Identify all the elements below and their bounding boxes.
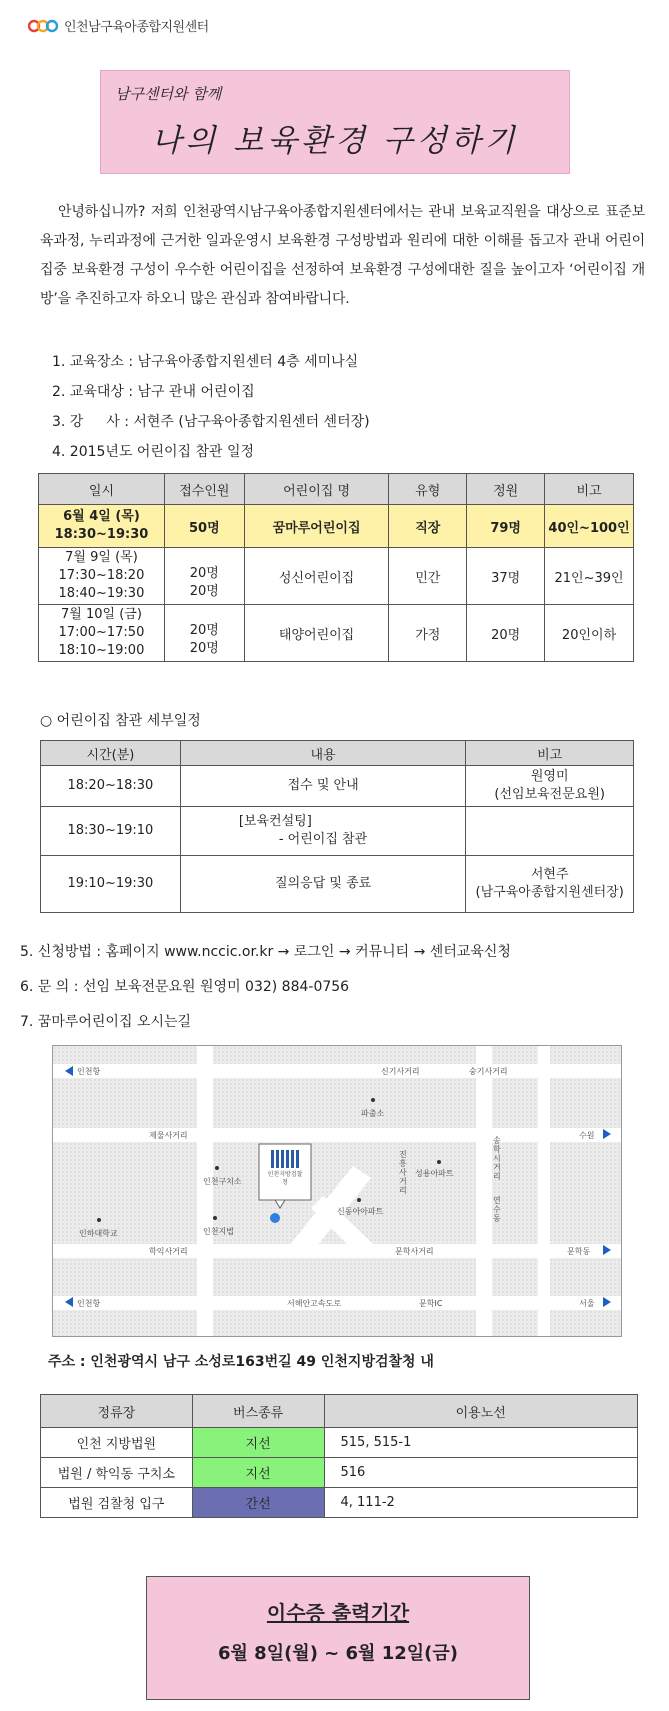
table-row — [41, 1488, 638, 1518]
note-cell: 21인~39인 — [545, 548, 634, 605]
count-text: 20명 — [189, 584, 219, 599]
name-cell: 꿈마루어린이집 — [244, 505, 389, 548]
header-kind: 버스종류 — [192, 1395, 324, 1428]
table-row — [41, 856, 634, 913]
certificate-box — [146, 1576, 530, 1700]
map-label: 신동아아파트 — [337, 1207, 384, 1216]
date-text: 7월 9일 (목) — [65, 550, 138, 565]
header-capacity: 정원 — [467, 474, 545, 505]
header-note: 비고 — [466, 741, 634, 766]
map-label: 문학동 — [567, 1247, 591, 1256]
title-subtitle: 남구센터와 함께 — [115, 85, 222, 103]
note-cell — [466, 766, 634, 807]
map-poi-dot — [215, 1166, 219, 1170]
capacity-cell: 37명 — [467, 548, 545, 605]
map-label: 숭기사거리 — [469, 1067, 508, 1076]
routes-cell: 516 — [324, 1458, 638, 1488]
map-label: 제물사거리 — [149, 1131, 188, 1140]
capacity-cell: 20명 — [467, 605, 545, 662]
date-cell — [39, 505, 165, 548]
schedule-table — [38, 473, 634, 662]
table-row — [39, 605, 634, 662]
map-label: 송학시거리 — [493, 1136, 501, 1181]
header-type: 유형 — [389, 474, 467, 505]
note-cell — [466, 807, 634, 856]
header-stop: 정류장 — [41, 1395, 193, 1428]
table-row — [41, 766, 634, 807]
bus-kind-cell: 간선 — [192, 1488, 324, 1518]
header-content: 내용 — [180, 741, 466, 766]
info-item: 3. 강 사 : 서현주 (남구육아종합지원센터 센터장) — [52, 414, 370, 430]
time-text: 18:30~19:30 — [54, 527, 149, 542]
note-text: (선임보육전문요원) — [494, 787, 605, 802]
time-text: 17:30~18:20 — [58, 568, 145, 583]
page-title: 나의 보육환경 구성하기 — [151, 123, 519, 159]
info-item: 7. 꿈마루어린이집 오시는길 — [20, 1014, 192, 1030]
info-item: 2. 교육대상 : 남구 관내 어린이집 — [52, 384, 255, 400]
table-row — [41, 1458, 638, 1488]
bus-table — [40, 1394, 638, 1518]
date-cell — [39, 548, 165, 605]
info-item: 1. 교육장소 : 남구육아종합지원센터 4층 세미나실 — [52, 354, 359, 370]
logo-mark-icon — [28, 15, 58, 35]
info-list-2 — [20, 935, 511, 1040]
title-banner — [100, 70, 570, 174]
name-cell: 성신어린이집 — [244, 548, 389, 605]
map-label: 학익사거리 — [149, 1247, 188, 1256]
time-text: 17:00~17:50 — [58, 625, 145, 640]
bus-kind-cell: 지선 — [192, 1458, 324, 1488]
table-header-row — [41, 741, 634, 766]
header-count: 접수인원 — [164, 474, 244, 505]
content-text: - 어린이집 참관 — [278, 832, 368, 847]
map-poi-dot — [357, 1198, 361, 1202]
count-text: 20명 — [189, 623, 219, 638]
note-cell: 40인~100인 — [545, 505, 634, 548]
table-header-row — [39, 474, 634, 505]
info-item: 5. 신청방법 : 홈페이지 www.nccic.or.kr → 로그인 → 커뮤니티 → 센터교육신청 — [20, 944, 511, 960]
note-text: 원영미 — [530, 769, 569, 784]
intro-paragraph: 안녕하십니까? 저희 인천광역시남구육아종합지원센터에서는 관내 보육교직원을 대상으로 표준보육과정, 누리과정에 근거한 일과운영시 보육환경 구성방법과 원리에 대한 이해를 돕고자 관내 어린이집중 보육환경 구성이 우수한 어린이집을 선정하여 보육환경 구성에대한 질을 높이고자 ‘어린이집 개방’을 추진하고자 하오니 많은 관심과 참여바랍니다. — [40, 204, 645, 307]
date-text: 6월 4일 (목) — [63, 509, 140, 524]
stop-cell: 인천 지방법원 — [41, 1428, 193, 1458]
map-label: 서울 — [579, 1299, 595, 1308]
table-row — [41, 1428, 638, 1458]
count-cell — [164, 605, 244, 662]
map-label: 인천지법 — [203, 1227, 234, 1236]
map-poi-dot — [371, 1098, 375, 1102]
logo-text: 인천남구육아종합지원센터 — [64, 19, 209, 35]
type-cell: 가정 — [389, 605, 467, 662]
location-map[interactable] — [52, 1045, 622, 1337]
certificate-title: 이수증 출력기간 — [266, 1601, 410, 1625]
table-row — [39, 548, 634, 605]
type-cell: 민간 — [389, 548, 467, 605]
time-text: 18:10~19:00 — [58, 643, 145, 658]
info-item: 4. 2015년도 어린이집 참관 일정 — [52, 444, 255, 460]
map-label: 성용아파트 — [415, 1169, 454, 1178]
table-row — [41, 807, 634, 856]
map-label: 문학IC — [419, 1299, 443, 1308]
map-label: 인천지방검찰청 — [267, 1171, 303, 1186]
count-text: 20명 — [189, 641, 219, 656]
routes-cell: 4, 111-2 — [324, 1488, 638, 1518]
header-routes: 이용노선 — [324, 1395, 638, 1428]
center-logo — [28, 14, 209, 36]
time-cell: 18:30~19:10 — [41, 807, 181, 856]
header-note: 비고 — [545, 474, 634, 505]
table-row — [39, 505, 634, 548]
time-cell: 19:10~19:30 — [41, 856, 181, 913]
content-cell — [180, 807, 466, 856]
map-label: 연수동 — [493, 1196, 501, 1223]
header-name: 어린이집 명 — [244, 474, 389, 505]
map-label: 인하대학교 — [79, 1229, 118, 1238]
count-text: 20명 — [189, 566, 219, 581]
map-label: 신기사거리 — [381, 1067, 420, 1076]
detail-section-title: ○ 어린이집 참관 세부일정 — [40, 713, 201, 729]
routes-cell: 515, 515-1 — [324, 1428, 638, 1458]
map-poi-dot — [97, 1218, 101, 1222]
note-cell — [466, 856, 634, 913]
detail-table — [40, 740, 634, 913]
map-label: 인천항 — [77, 1067, 101, 1076]
table-header-row — [41, 1395, 638, 1428]
map-label: 파출소 — [361, 1109, 385, 1118]
info-list — [52, 347, 370, 467]
map-label: 인천항 — [77, 1299, 101, 1308]
info-item: 6. 문 의 : 선임 보육전문요원 원영미 032) 884-0756 — [20, 979, 350, 995]
map-label: 문학사거리 — [395, 1247, 434, 1256]
capacity-cell: 79명 — [467, 505, 545, 548]
certificate-period: 6월 8일(월) ~ 6월 12일(금) — [217, 1643, 458, 1664]
time-cell: 18:20~18:30 — [41, 766, 181, 807]
type-cell: 직장 — [389, 505, 467, 548]
content-cell: 접수 및 안내 — [180, 766, 466, 807]
location-marker-icon — [270, 1213, 280, 1223]
stop-cell: 법원 / 학익동 구치소 — [41, 1458, 193, 1488]
content-text: [보육컨설팅] — [238, 814, 312, 829]
address-text: 주소 : 인천광역시 남구 소성로163번길 49 인천지방검찰청 내 — [48, 1354, 434, 1370]
name-cell: 태양어린이집 — [244, 605, 389, 662]
map-label: 인천구치소 — [203, 1177, 242, 1186]
note-text: 서현주 — [530, 867, 569, 882]
date-cell — [39, 605, 165, 662]
note-cell: 20인이하 — [545, 605, 634, 662]
note-text: (남구육아종합지원센터장) — [475, 885, 624, 900]
count-cell: 50명 — [164, 505, 244, 548]
map-graphic — [53, 1046, 622, 1337]
map-label: 서해안고속도로 — [287, 1299, 342, 1308]
map-label: 진흥사거리 — [399, 1150, 407, 1195]
header-date: 일시 — [39, 474, 165, 505]
time-text: 18:40~19:30 — [58, 586, 145, 601]
count-cell — [164, 548, 244, 605]
date-text: 7월 10일 (금) — [61, 607, 142, 622]
map-label: 수원 — [579, 1131, 595, 1140]
map-poi-dot — [213, 1216, 217, 1220]
bus-kind-cell: 지선 — [192, 1428, 324, 1458]
content-cell: 질의응답 및 종료 — [180, 856, 466, 913]
stop-cell: 법원 검찰청 입구 — [41, 1488, 193, 1518]
header-time: 시간(분) — [41, 741, 181, 766]
map-poi-dot — [437, 1160, 441, 1164]
